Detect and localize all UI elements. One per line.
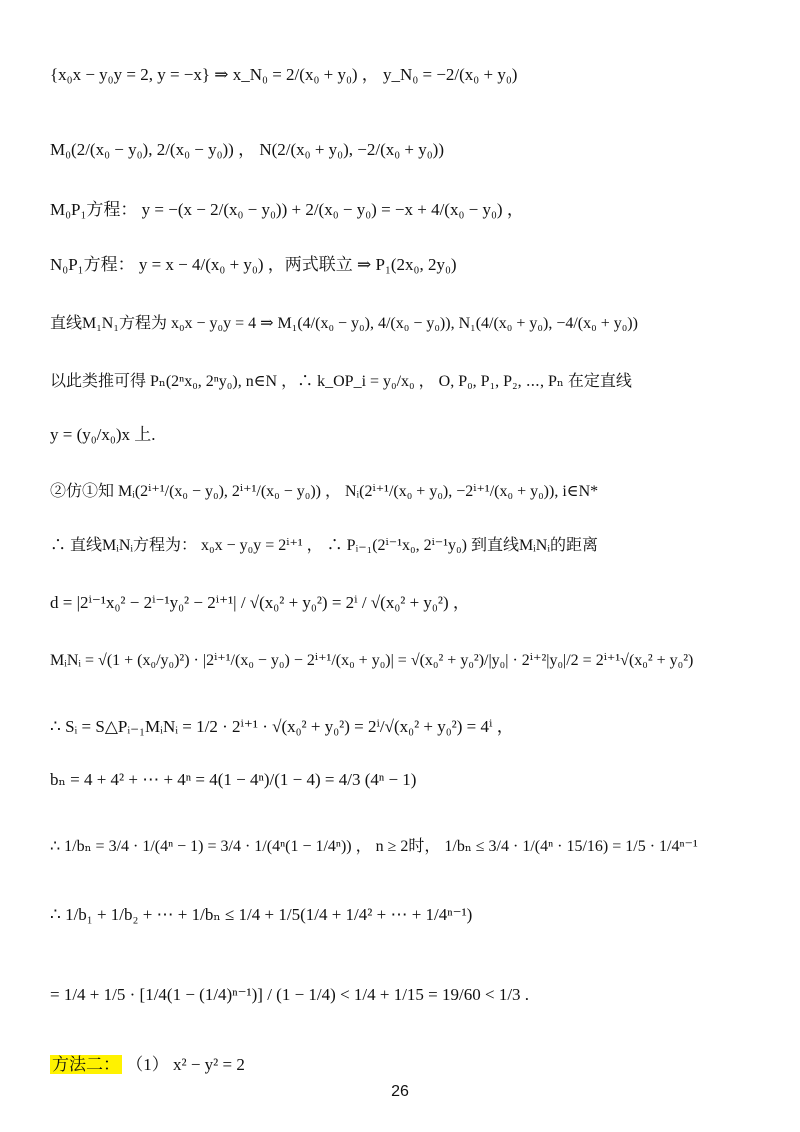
eq-distance-d: d = |2ⁱ⁻¹x₀² − 2ⁱ⁻¹y₀² − 2ⁱ⁺¹| / √(x₀² + y₀²) = 2ⁱ / √(x₀² + y₀²) ， (50, 593, 470, 612)
eq-mi-ni-points: ②仿①知 Mᵢ(2ⁱ⁺¹/(x₀ − y₀), 2ⁱ⁺¹/(x₀ − y₀)) ， Nᵢ(2ⁱ⁺¹/(x₀ + y₀), −2ⁱ⁺¹/(x₀ + y₀)), i∈N* (50, 483, 599, 500)
method2-text: （1） x² − y² = 2 (126, 1055, 245, 1074)
eq-pn-collinear: 以此类推可得 Pₙ(2ⁿx₀, 2ⁿy₀), n∈N ，∴ k_OP_i = y₀/x₀ ， O, P₀, P₁, P₂, ⋯, Pₙ 在定直线 (50, 373, 632, 390)
page-number: 26 (391, 1083, 409, 1100)
method2-line (50, 1050, 245, 1075)
eq-mini-length: MᵢNᵢ = √(1 + (x₀/y₀)²) · |2ⁱ⁺¹/(x₀ − y₀) − 2ⁱ⁺¹/(x₀ + y₀)| = √(x₀² + y₀²)/|y₀| · 2ⁱ⁺²|y₀|/2 = 2ⁱ⁺¹√(x₀² + y₀²) (50, 652, 694, 669)
eq-m0-n-points: M₀(2/(x₀ − y₀), 2/(x₀ − y₀)) ， N(2/(x₀ + y₀), −2/(x₀ + y₀)) (50, 140, 444, 159)
eq-fixed-line: y = (y₀/x₀)x 上. (50, 425, 156, 444)
eq-n0p1-line: N₀P₁方程： y = x − 4/(x₀ + y₀) ，两式联立 ⇒ P₁(2x₀, 2y₀) (50, 255, 457, 274)
method2-label: 方法二： (52, 1055, 120, 1074)
eq-mini-line-distance: ∴ 直线MᵢNᵢ方程为： x₀x − y₀y = 2ⁱ⁺¹ ， ∴ Pᵢ₋₁(2ⁱ⁻¹x₀, 2ⁱ⁻¹y₀) 到直线MᵢNᵢ的距离 (50, 537, 598, 554)
eq-reciprocal-bound: ∴ 1/bₙ = 3/4 · 1/(4ⁿ − 1) = 3/4 · 1/(4ⁿ(1 − 1/4ⁿ)) ， n ≥ 2时， 1/bₙ ≤ 3/4 · 1/(4ⁿ · 15/16) = 1/5 · 1/4ⁿ⁻¹ (50, 838, 698, 855)
eq-bn-sum: bₙ = 4 + 4² + ⋯ + 4ⁿ = 4(1 − 4ⁿ)/(1 − 4) = 4/3 (4ⁿ − 1) (50, 770, 417, 789)
eq-m1n1-line: 直线M₁N₁方程为 x₀x − y₀y = 4 ⇒ M₁(4/(x₀ − y₀), 4/(x₀ − y₀)), N₁(4/(x₀ + y₀), −4/(x₀ + y₀)) (50, 315, 638, 332)
eq-area-si: ∴ Sᵢ = S△Pᵢ₋₁MᵢNᵢ = 1/2 · 2ⁱ⁺¹ · √(x₀² + y₀²) = 2ⁱ/√(x₀² + y₀²) = 4ⁱ ， (50, 717, 514, 736)
eq-sum-bound: ∴ 1/b₁ + 1/b₂ + ⋯ + 1/bₙ ≤ 1/4 + 1/5(1/4 + 1/4² + ⋯ + 1/4ⁿ⁻¹) (50, 905, 473, 924)
eq-final-inequality: = 1/4 + 1/5 · [1/4(1 − (1/4)ⁿ⁻¹)] / (1 − 1/4) < 1/4 + 1/15 = 19/60 < 1/3 . (50, 985, 530, 1004)
eq-system-n0: {x₀x − y₀y = 2, y = −x} ⇒ x_N₀ = 2/(x₀ + y₀) ， y_N₀ = −2/(x₀ + y₀) (50, 65, 518, 84)
eq-m0p1-line: M₀P₁方程： y = −(x − 2/(x₀ − y₀)) + 2/(x₀ − y₀) = −x + 4/(x₀ − y₀) ， (50, 200, 524, 219)
